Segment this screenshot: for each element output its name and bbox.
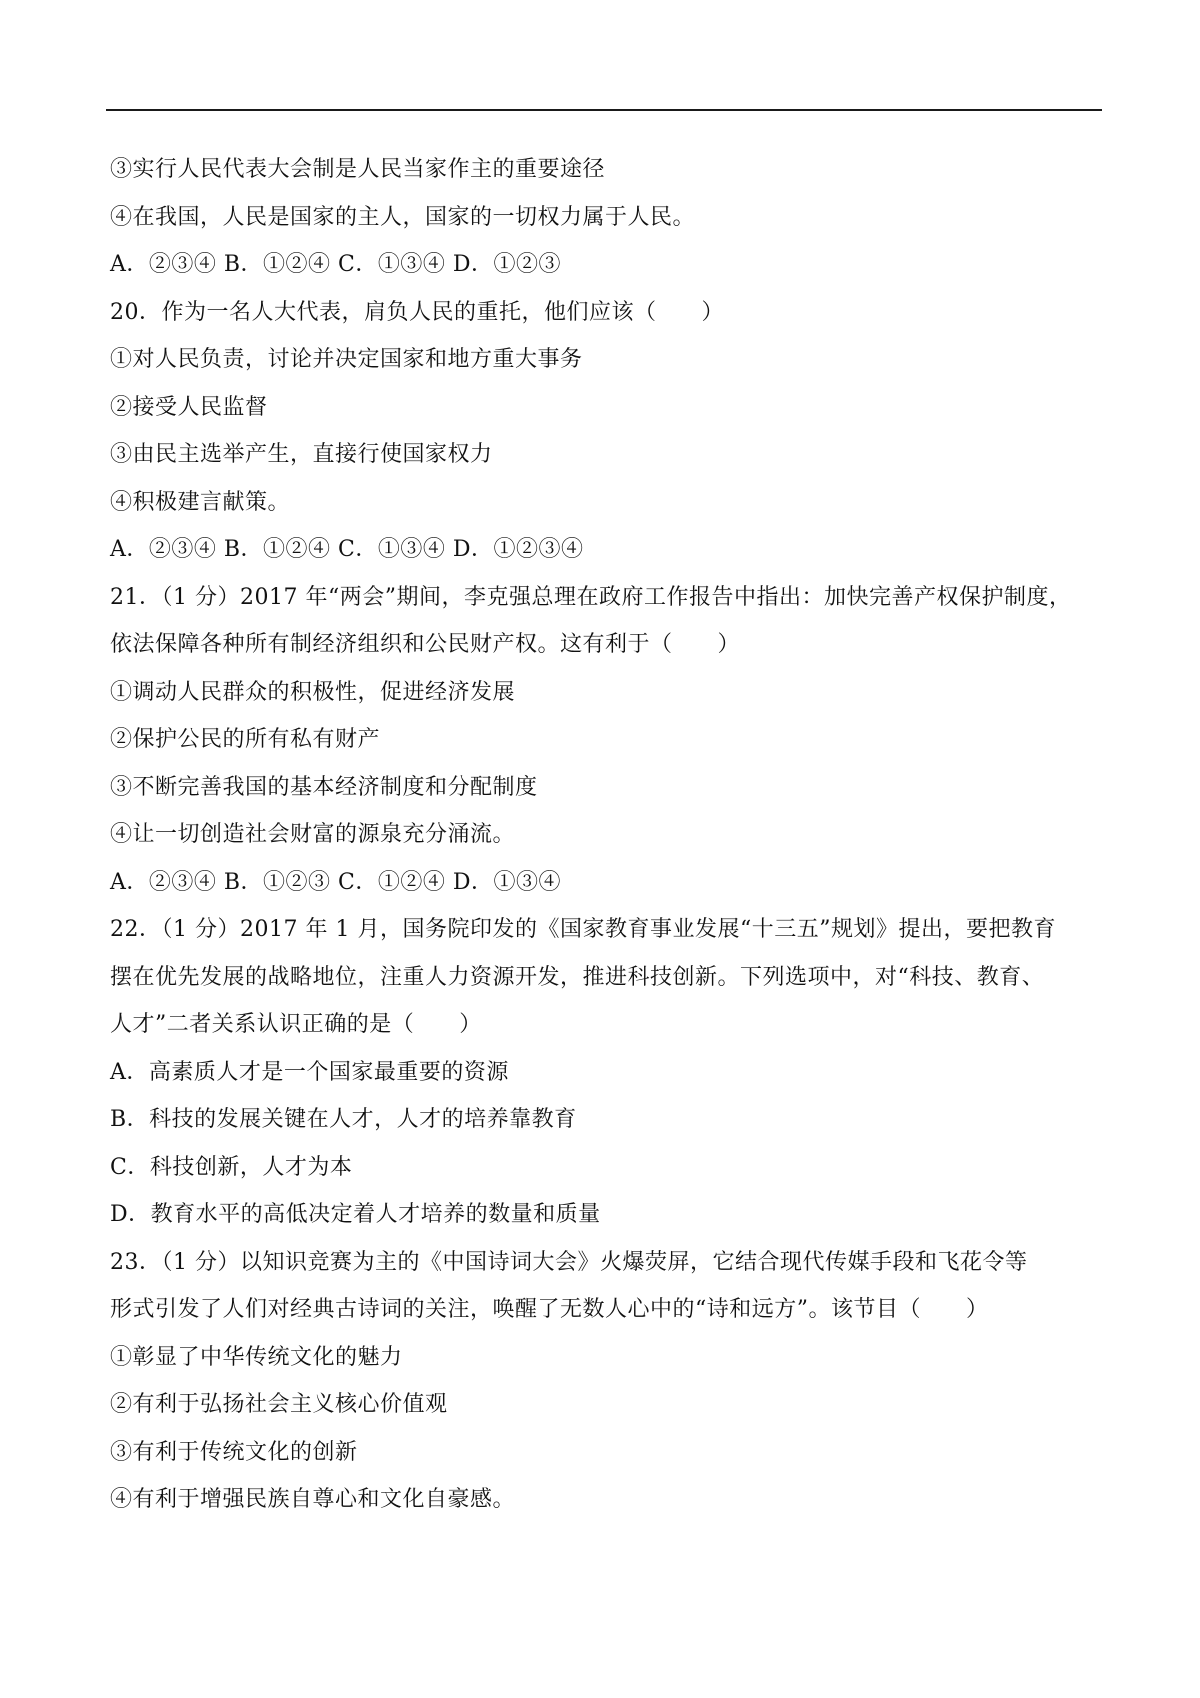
- q23-stem-line-1: 23．（1 分）以知识竞赛为主的《中国诗词大会》火爆荧屏，它结合现代传媒手段和飞花令等: [110, 1249, 1028, 1275]
- q19-answer-choices: A．②③④ B．①②④ C．①③④ D．①②③: [110, 252, 562, 277]
- q20-option-2: ②接受人民监督: [110, 394, 268, 420]
- q22-stem-line-3: 人才”二者关系认识正确的是（ ）: [110, 1012, 482, 1037]
- q23-option-2: ②有利于弘扬社会主义核心价值观: [110, 1392, 448, 1417]
- q22-choice-b: B．科技的发展关键在人才，人才的培养靠教育: [110, 1107, 577, 1132]
- q23-stem-line-2: 形式引发了人们对经典古诗词的关注，唤醒了无数人心中的“诗和远方”。该节目（ ）: [110, 1297, 989, 1322]
- q20-stem: 20．作为一名人大代表，肩负人民的重托，他们应该（ ）: [110, 299, 724, 325]
- q22-stem-line-2: 摆在优先发展的战略地位，注重人力资源开发，推进科技创新。下列选项中，对“科技、教育、: [110, 964, 1045, 990]
- q22-stem-line-1: 22．（1 分）2017 年 1 月，国务院印发的《国家教育事业发展“十三五”规划》提出，要把教育: [110, 917, 1056, 942]
- q23-option-3: ③有利于传统文化的创新: [110, 1439, 358, 1465]
- header-rule: [106, 109, 1102, 111]
- q22-choice-d: D．教育水平的高低决定着人才培养的数量和质量: [110, 1202, 601, 1227]
- q20-option-3: ③由民主选举产生，直接行使国家权力: [110, 442, 493, 467]
- q22-choice-a: A．高素质人才是一个国家最重要的资源: [110, 1059, 509, 1085]
- q19-option-3: ③实行人民代表大会制是人民当家作主的重要途径: [110, 157, 606, 182]
- q22-choice-c: C．科技创新，人才为本: [110, 1154, 353, 1180]
- q20-answer-choices: A．②③④ B．①②④ C．①③④ D．①②③④: [110, 537, 584, 562]
- q20-option-4: ④积极建言献策。: [110, 489, 291, 515]
- q21-stem-line-1: 21．（1 分）2017 年“两会”期间，李克强总理在政府工作报告中指出：加快完善产权保护制度，: [110, 584, 1072, 610]
- q23-option-4: ④有利于增强民族自尊心和文化自豪感。: [110, 1487, 516, 1512]
- q21-option-4: ④让一切创造社会财富的源泉充分涌流。: [110, 822, 516, 847]
- q21-option-3: ③不断完善我国的基本经济制度和分配制度: [110, 774, 538, 800]
- q23-option-1: ①彰显了中华传统文化的魅力: [110, 1344, 403, 1370]
- q21-answer-choices: A．②③④ B．①②③ C．①②④ D．①③④: [110, 869, 562, 895]
- q21-option-2: ②保护公民的所有私有财产: [110, 727, 381, 752]
- q19-option-4: ④在我国，人民是国家的主人，国家的一切权力属于人民。: [110, 204, 696, 230]
- q20-option-1: ①对人民负责，讨论并决定国家和地方重大事务: [110, 347, 583, 372]
- q21-option-1: ①调动人民群众的积极性，促进经济发展: [110, 679, 516, 705]
- document-body: [110, 146, 1100, 1524]
- q21-stem-line-2: 依法保障各种所有制经济组织和公民财产权。这有利于（ ）: [110, 632, 741, 657]
